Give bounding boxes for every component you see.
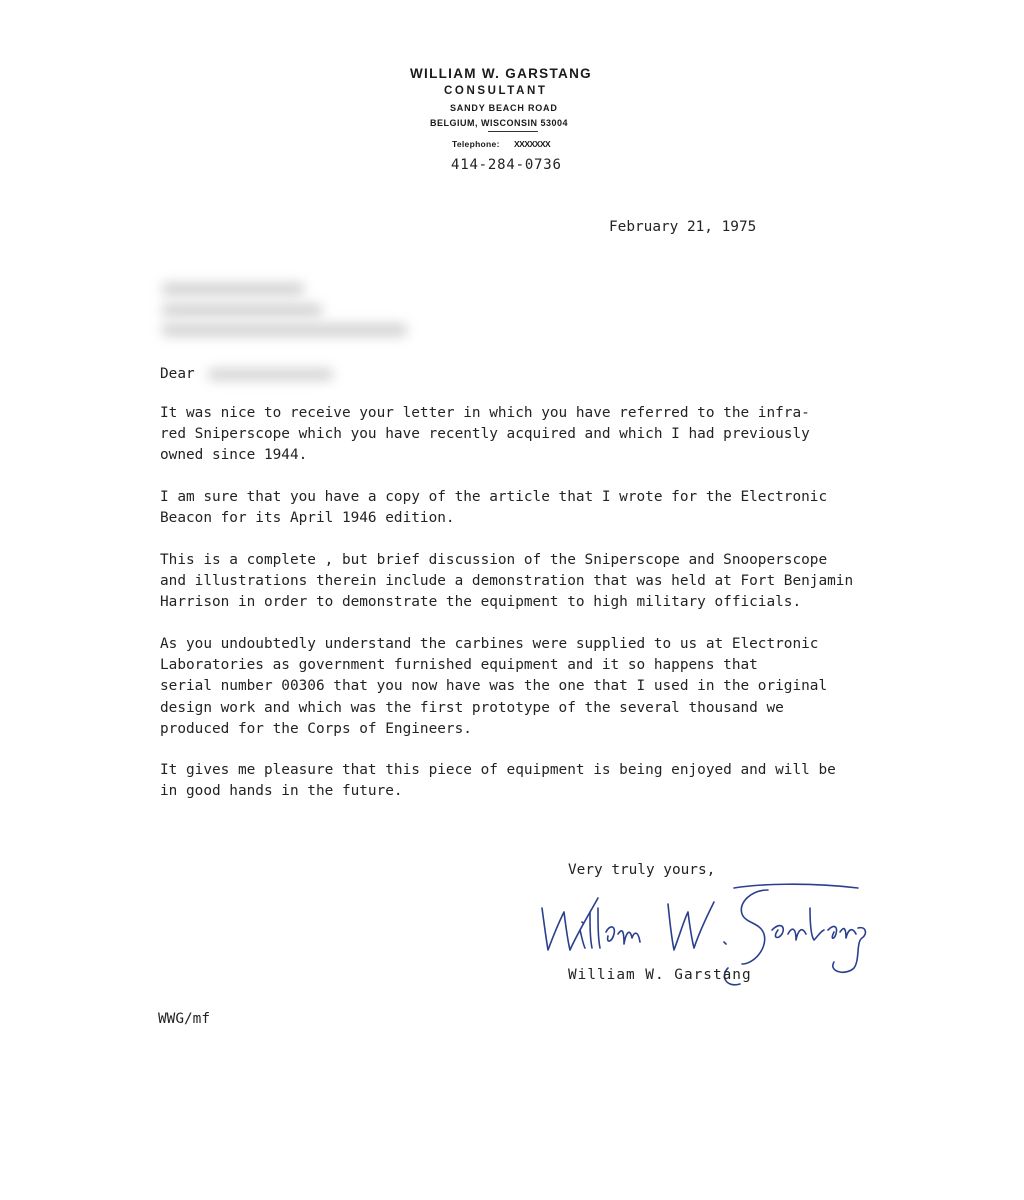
reference-initials: WWG/mf (158, 1011, 210, 1027)
body-line: This is a complete , but brief discussion of the Sniperscope and Snooperscope (160, 552, 828, 568)
redacted-address-line (162, 283, 304, 295)
body-line: produced for the Corps of Engineers. (160, 720, 472, 737)
body-line: serial number 00306 that you now have was the one that I used in the original (160, 678, 828, 695)
body-line: Harrison in order to demonstrate the equipment to high military officials. (160, 594, 802, 611)
salutation: Dear (160, 366, 195, 382)
body-line: It was nice to receive your letter in which you have referred to the infra- (160, 405, 810, 421)
body-paragraph-4 (160, 634, 827, 740)
redacted-recipient-name (208, 369, 333, 380)
letterhead-city: BELGIUM, WISCONSIN 53004 (430, 118, 569, 128)
letterhead-name: WILLIAM W. GARSTANG (410, 66, 592, 81)
letterhead-phone-number: 414-284-0736 (451, 157, 562, 173)
body-line: Laboratories as government furnished equipment and it so happens that (160, 657, 758, 674)
body-line: red Sniperscope which you have recently acquired and which I had previously (160, 426, 810, 443)
letterhead-street: SANDY BEACH ROAD (450, 103, 558, 113)
body-paragraph-2 (160, 487, 827, 529)
body-line: I am sure that you have a copy of the article that I wrote for the Electronic (160, 489, 828, 505)
body-paragraph-3 (160, 550, 853, 614)
body-line: As you undoubtedly understand the carbines were supplied to us at Electronic (160, 636, 819, 652)
body-line: and illustrations therein include a demonstration that was held at Fort Benjamin (160, 573, 854, 590)
body-paragraph-1 (160, 403, 810, 467)
body-paragraph-5 (160, 760, 836, 802)
body-line: design work and which was the first prototype of the several thousand we (160, 699, 784, 716)
redacted-address-line (162, 324, 407, 336)
closing: Very truly yours, (568, 862, 716, 878)
letterhead-title: CONSULTANT (444, 85, 548, 97)
body-line: in good hands in the future. (160, 783, 403, 800)
body-line: owned since 1944. (160, 447, 308, 464)
typed-signer-name: William W. Garstang (568, 967, 752, 983)
letterhead-phone-label: Telephone: (452, 139, 500, 149)
letter-date: February 21, 1975 (609, 219, 757, 235)
signature-lettering: William W. Garstang (528, 868, 540, 869)
redacted-address-line (162, 304, 322, 316)
letterhead-underline (488, 131, 538, 132)
letterhead-phone-redacted: XXXXXXX (514, 139, 551, 149)
body-line: It gives me pleasure that this piece of equipment is being enjoyed and will be (160, 762, 836, 778)
body-line: Beacon for its April 1946 edition. (160, 510, 455, 527)
